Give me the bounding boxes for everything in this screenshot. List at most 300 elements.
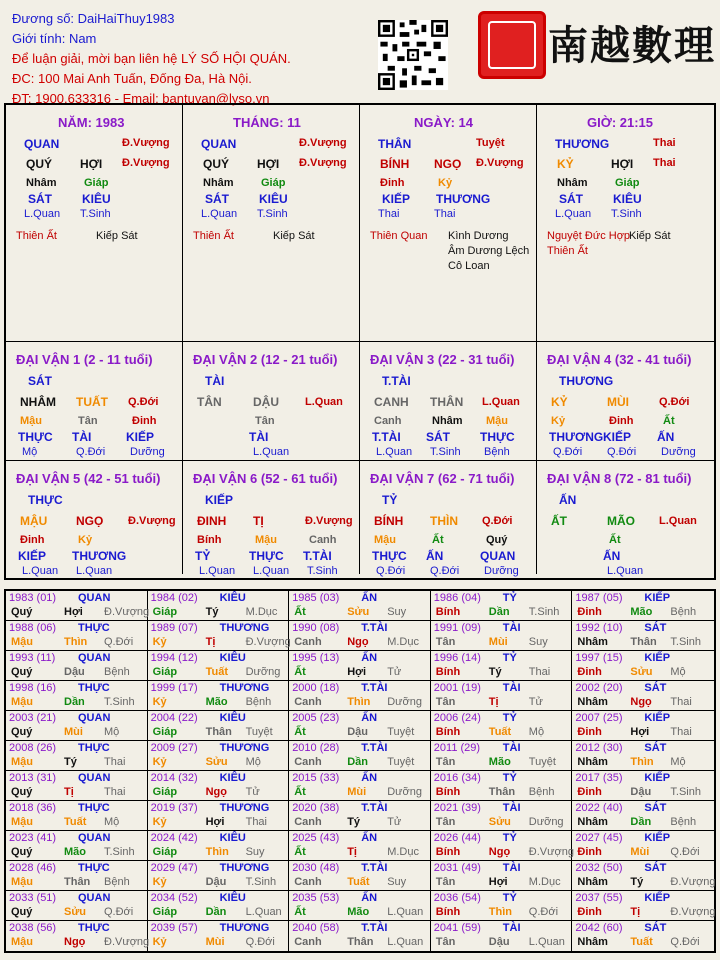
year-stem: Kỷ xyxy=(152,876,167,888)
dai-van-state: Q.Đới xyxy=(659,396,690,408)
year-god: KIÊU xyxy=(219,652,246,664)
year-stem: Giáp xyxy=(152,606,178,618)
year-cell xyxy=(431,831,573,861)
year-branch: Tý xyxy=(64,756,77,768)
year-stem: Tân xyxy=(435,936,456,948)
year-label: 1999 (17) xyxy=(150,682,198,694)
dai-van-god: TỶ xyxy=(382,493,398,507)
year-cell xyxy=(289,771,431,801)
year-label: 2018 (36) xyxy=(9,802,57,814)
year-cell xyxy=(572,831,714,861)
year-state: Đ.Vượng xyxy=(104,936,150,948)
hidden-stem: Ất xyxy=(432,534,444,546)
hidden-god: T.TÀI xyxy=(303,549,332,563)
year-branch: Tuất xyxy=(347,876,370,888)
dai-van-stem: MẬU xyxy=(20,514,48,528)
pillar-stem: BÍNH xyxy=(380,157,410,171)
year-god: TỶ xyxy=(502,592,517,604)
year-god: TỶ xyxy=(502,772,517,784)
hidden-state: Q.Đới xyxy=(607,446,637,458)
pillar-title: THÁNG: 11 xyxy=(233,115,301,130)
year-state: L.Quan xyxy=(387,936,424,948)
dai-van-stem: ĐINH xyxy=(197,514,227,528)
year-stem: Quý xyxy=(11,666,33,678)
dai-van-title: ĐẠI VẬN 8 (72 - 81 tuổi) xyxy=(547,471,692,486)
year-branch: Mão xyxy=(205,696,228,708)
pillar-god-state: Thai xyxy=(653,137,676,149)
hidden-state: Bệnh xyxy=(484,446,510,458)
year-god: QUAN xyxy=(78,652,111,664)
year-branch: Thìn xyxy=(630,756,654,768)
year-label: 1988 (06) xyxy=(9,622,57,634)
phone-email-line: ĐT: 1900.633316 - Email: bantuvan@lyso.vn xyxy=(12,91,270,106)
year-cell xyxy=(431,681,573,711)
year-state: Suy xyxy=(245,846,265,858)
dai-van-cell xyxy=(183,342,360,461)
year-branch: Tị xyxy=(64,786,74,798)
dai-van-stem: KỶ xyxy=(551,395,568,409)
year-stem: Tân xyxy=(435,756,456,768)
year-stem: Tân xyxy=(435,816,456,828)
hidden-state: T.Sinh xyxy=(257,208,288,220)
year-branch: Sửu xyxy=(347,606,370,618)
year-god: KIẾP xyxy=(644,652,671,664)
year-branch: Dậu xyxy=(630,786,652,798)
year-label: 2023 (41) xyxy=(9,832,57,844)
pillar-cell xyxy=(537,105,714,342)
year-god: THƯƠNG xyxy=(219,742,270,754)
year-god: TÀI xyxy=(502,862,521,874)
year-cell xyxy=(572,711,714,741)
year-god: SÁT xyxy=(644,622,667,634)
hidden-god: SÁT xyxy=(28,192,52,206)
year-label: 2034 (52) xyxy=(150,892,198,904)
year-cell xyxy=(572,921,714,951)
hidden-god: SÁT xyxy=(205,192,229,206)
year-stem: Mậu xyxy=(11,816,33,828)
hidden-state: L.Quan xyxy=(376,446,413,458)
year-branch: Mùi xyxy=(347,786,367,798)
year-branch: Ngọ xyxy=(64,936,86,948)
pillar-branch-state: Đ.Vượng xyxy=(299,157,347,169)
year-god: KIÊU xyxy=(219,712,246,724)
pillar-branch: HỢI xyxy=(257,157,280,171)
year-cell xyxy=(572,591,714,621)
pillar-title: NGÀY: 14 xyxy=(414,115,473,130)
hidden-god: ẤN xyxy=(657,430,675,444)
year-cell xyxy=(148,711,290,741)
year-god: QUAN xyxy=(78,592,111,604)
year-label: 2001 (19) xyxy=(433,682,481,694)
year-stem: Quý xyxy=(11,786,33,798)
year-cell xyxy=(6,891,148,921)
year-branch: Hợi xyxy=(630,726,650,738)
year-branch: Sửu xyxy=(630,666,653,678)
year-cell xyxy=(6,741,148,771)
year-cell xyxy=(289,831,431,861)
year-label: 2025 (43) xyxy=(292,832,340,844)
year-label: 2024 (42) xyxy=(150,832,198,844)
year-god: SÁT xyxy=(644,742,667,754)
year-state: Dưỡng xyxy=(528,816,564,828)
year-label: 2013 (31) xyxy=(9,772,57,784)
year-branch: Thân xyxy=(205,726,232,738)
pillar-stem: QUÝ xyxy=(26,157,53,171)
year-label: 2005 (23) xyxy=(292,712,340,724)
year-label: 1996 (14) xyxy=(433,652,481,664)
seal-stamp-icon xyxy=(478,11,546,79)
year-cell xyxy=(289,741,431,771)
pillar-branch-state: Đ.Vượng xyxy=(122,157,170,169)
year-branch: Thìn xyxy=(205,846,229,858)
year-branch: Tý xyxy=(205,606,219,618)
pillar-branch-state: Thai xyxy=(653,157,676,169)
year-cell xyxy=(148,591,290,621)
hidden-stem: Đinh xyxy=(132,415,157,427)
star: Kình Dương xyxy=(448,230,509,242)
year-state: Mộ xyxy=(104,816,120,828)
year-cell xyxy=(572,741,714,771)
year-cell xyxy=(572,861,714,891)
year-state: M.Dục xyxy=(387,846,419,858)
year-branch: Tuất xyxy=(630,936,653,948)
hidden-stem: Đinh xyxy=(20,534,45,546)
year-stem: Nhâm xyxy=(577,696,608,708)
year-state: Q.Đới xyxy=(245,936,275,948)
hidden-stem: Canh xyxy=(309,534,337,546)
year-branch: Dần xyxy=(630,816,652,828)
year-label: 1986 (04) xyxy=(433,592,481,604)
year-stem: Ất xyxy=(294,906,306,918)
year-cell xyxy=(431,801,573,831)
hidden-god: ẤN xyxy=(603,549,621,563)
hidden-stem: Mậu xyxy=(374,534,396,546)
year-branch: Tuất xyxy=(488,726,512,738)
hidden-state: L.Quan xyxy=(253,565,290,577)
year-label: 1994 (12) xyxy=(150,652,198,664)
year-branch: Dậu xyxy=(205,876,227,888)
year-cell xyxy=(6,651,148,681)
year-cell xyxy=(572,771,714,801)
year-cell xyxy=(431,861,573,891)
year-branch: Tị xyxy=(488,696,499,708)
year-stem: Đinh xyxy=(577,606,602,618)
year-god: ẤN xyxy=(361,592,378,604)
year-label: 1990 (08) xyxy=(292,622,340,634)
year-cell xyxy=(572,801,714,831)
year-label: 2027 (45) xyxy=(575,832,623,844)
hidden-stem: Giáp xyxy=(84,177,109,189)
dai-van-title: ĐẠI VẬN 2 (12 - 21 tuổi) xyxy=(193,352,338,367)
hidden-stem: Canh xyxy=(374,415,402,427)
year-state: T.Sinh xyxy=(670,636,701,648)
year-state: T.Sinh xyxy=(104,696,135,708)
hidden-state: L.Quan xyxy=(201,208,238,220)
year-cell xyxy=(148,651,290,681)
year-cell xyxy=(431,771,573,801)
year-state: Bệnh xyxy=(670,816,697,828)
year-stem: Kỷ xyxy=(152,936,167,948)
year-label: 1983 (01) xyxy=(9,592,57,604)
year-stem: Nhâm xyxy=(577,936,608,948)
year-label: 2033 (51) xyxy=(9,892,57,904)
pillar-branch-state: Đ.Vượng xyxy=(476,157,524,169)
hidden-stem: Kỷ xyxy=(438,177,453,189)
hidden-stem: Mậu xyxy=(255,534,277,546)
dai-van-title: ĐẠI VẬN 4 (32 - 41 tuổi) xyxy=(547,352,692,367)
year-cell xyxy=(6,591,148,621)
year-branch: Tý xyxy=(347,816,361,828)
year-label: 2019 (37) xyxy=(150,802,198,814)
year-state: M.Dục xyxy=(387,636,419,648)
hidden-god: KIẾP xyxy=(603,430,632,444)
dai-van-branch: DẬU xyxy=(253,395,279,409)
year-state: Q.Đới xyxy=(670,936,700,948)
year-label: 2009 (27) xyxy=(150,742,198,754)
year-label: 2026 (44) xyxy=(433,832,481,844)
year-cell xyxy=(572,681,714,711)
year-cell xyxy=(6,861,148,891)
pillar-god-state: Đ.Vượng xyxy=(122,137,170,149)
gender-value: Nam xyxy=(68,31,97,46)
star: Kiếp Sát xyxy=(273,230,315,242)
year-state: M.Dục xyxy=(245,606,278,618)
year-god: KIẾP xyxy=(644,712,671,724)
year-god: QUAN xyxy=(78,832,111,844)
year-stem: Canh xyxy=(294,696,322,708)
year-state: Tuyệt xyxy=(245,726,273,738)
hidden-state: T.Sinh xyxy=(430,446,461,458)
dai-van-branch: THÂN xyxy=(430,395,464,409)
year-god: TÀI xyxy=(502,922,521,934)
dai-van-branch: MÃO xyxy=(607,514,635,528)
year-state: Mộ xyxy=(670,756,686,768)
year-state: Bệnh xyxy=(528,786,555,798)
year-state: Thai xyxy=(104,756,126,768)
dai-van-state: Q.Đới xyxy=(128,396,159,408)
year-branch: Sửu xyxy=(64,906,87,918)
hidden-state: Dưỡng xyxy=(661,446,696,458)
year-branch: Thìn xyxy=(347,696,371,708)
hidden-state: Q.Đới xyxy=(376,565,406,577)
year-stem: Ất xyxy=(294,666,306,678)
hidden-stem: Đinh xyxy=(380,177,405,189)
year-cell xyxy=(289,891,431,921)
year-stem: Giáp xyxy=(152,906,178,918)
hidden-state: L.Quan xyxy=(76,565,113,577)
logo: 南越數理 xyxy=(548,22,716,69)
hidden-god: QUAN xyxy=(480,549,516,563)
hidden-state: Q.Đới xyxy=(430,565,460,577)
year-stem: Kỷ xyxy=(152,696,167,708)
year-cell xyxy=(289,681,431,711)
year-branch: Mão xyxy=(347,906,370,918)
year-state: Mộ xyxy=(528,726,545,738)
year-god: KIẾP xyxy=(644,832,671,844)
year-stem: Kỷ xyxy=(152,756,167,768)
dai-van-branch: TỊ xyxy=(253,514,264,528)
year-label: 2038 (56) xyxy=(9,922,57,934)
year-label: 2037 (55) xyxy=(575,892,623,904)
year-branch: Mùi xyxy=(64,726,83,738)
dai-van-stem: TÂN xyxy=(197,395,222,409)
hidden-god: T.TÀI xyxy=(372,430,401,444)
star: Thiên Ất xyxy=(547,245,588,257)
pillar-god-state: Tuyệt xyxy=(476,137,505,149)
year-god: T.TÀI xyxy=(361,802,388,814)
hidden-god: THƯƠNG xyxy=(72,549,127,563)
year-branch: Thân xyxy=(630,636,657,648)
year-stem: Canh xyxy=(294,816,322,828)
year-cell xyxy=(148,861,290,891)
pillar-title: GIỜ: 21:15 xyxy=(587,115,654,130)
dai-van-stem: CANH xyxy=(374,395,409,409)
year-state: Bệnh xyxy=(670,606,697,618)
year-cell xyxy=(148,771,290,801)
year-cell xyxy=(431,921,573,951)
dai-van-title: ĐẠI VẬN 3 (22 - 31 tuổi) xyxy=(370,352,515,367)
dai-van-god: SÁT xyxy=(28,374,52,388)
year-label: 1995 (13) xyxy=(292,652,340,664)
year-label: 2007 (25) xyxy=(575,712,623,724)
year-cell xyxy=(148,921,290,951)
year-branch: Mùi xyxy=(488,636,508,648)
owner-name: DaiHaiThuy1983 xyxy=(77,11,175,26)
year-branch: Mão xyxy=(64,846,86,858)
year-label: 2040 (58) xyxy=(292,922,340,934)
year-state: Đ.Vượng xyxy=(670,876,716,888)
year-state: Q.Đới xyxy=(104,636,134,648)
year-label: 1992 (10) xyxy=(575,622,623,634)
year-state: M.Dục xyxy=(528,876,561,888)
dai-van-title: ĐẠI VẬN 6 (52 - 61 tuổi) xyxy=(193,471,338,486)
year-god: QUAN xyxy=(78,892,111,904)
year-stem: Nhâm xyxy=(577,876,608,888)
year-label: 1989 (07) xyxy=(150,622,198,634)
dai-van-god: ẤN xyxy=(559,493,577,507)
header-block xyxy=(12,9,291,109)
hidden-stem: Quý xyxy=(486,534,508,546)
year-label: 2030 (48) xyxy=(292,862,340,874)
hidden-god: ẤN xyxy=(426,549,444,563)
year-stem: Đinh xyxy=(577,666,602,678)
year-stem: Mậu xyxy=(11,756,33,768)
year-stem: Mậu xyxy=(11,936,33,948)
year-label: 2017 (35) xyxy=(575,772,623,784)
hidden-stem: Ất xyxy=(663,415,675,427)
pillar-god: QUAN xyxy=(24,137,60,151)
year-stem: Đinh xyxy=(577,906,602,918)
year-god: KIÊU xyxy=(219,592,246,604)
hidden-state: Thai xyxy=(378,208,400,220)
year-god: THỰC xyxy=(78,682,110,694)
contact-line: Để luận giải, mời bạn liên hệ LÝ SỐ HỘI QUÁN. xyxy=(12,51,291,66)
year-god: SÁT xyxy=(644,862,667,874)
year-stem: Quý xyxy=(11,726,33,738)
year-cell xyxy=(431,891,573,921)
year-god: SÁT xyxy=(644,802,667,814)
year-state: Q.Đới xyxy=(528,906,559,918)
year-label: 2016 (34) xyxy=(433,772,481,784)
year-label: 1991 (09) xyxy=(433,622,481,634)
hidden-god: SÁT xyxy=(426,430,450,444)
dai-van-branch: THÌN xyxy=(430,514,458,528)
year-state: T.Sinh xyxy=(670,786,701,798)
year-state: Tử xyxy=(387,666,402,678)
year-label: 2028 (46) xyxy=(9,862,57,874)
year-state: Đ.Vượng xyxy=(528,846,574,858)
year-god: KIÊU xyxy=(219,772,246,784)
year-god: KIẾP xyxy=(644,592,671,604)
hidden-state: Thai xyxy=(434,208,456,220)
year-branch: Mão xyxy=(488,756,511,768)
pillar-god-state: Đ.Vượng xyxy=(299,137,347,149)
year-branch: Thân xyxy=(488,786,516,798)
year-branch: Tị xyxy=(630,906,641,918)
hidden-stem: Tân xyxy=(255,415,275,427)
hidden-god: THƯƠNG xyxy=(549,430,604,444)
year-god: KIẾP xyxy=(644,772,671,784)
year-god: THỰC xyxy=(78,922,110,934)
year-branch: Thân xyxy=(347,936,374,948)
year-branch: Dần xyxy=(64,696,85,708)
year-god: THỰC xyxy=(78,742,110,754)
year-cell xyxy=(572,891,714,921)
year-cell xyxy=(148,621,290,651)
year-stem: Giáp xyxy=(152,666,178,678)
pillar-stem: QUÝ xyxy=(203,157,230,171)
year-state: Dưỡng xyxy=(387,696,422,708)
year-label: 2010 (28) xyxy=(292,742,340,754)
year-stem: Quý xyxy=(11,846,33,858)
year-cell xyxy=(289,591,431,621)
year-god: ẤN xyxy=(361,892,378,904)
hidden-stem: Kỷ xyxy=(78,534,93,546)
year-god: KIÊU xyxy=(219,892,246,904)
hidden-state: Q.Đới xyxy=(553,446,583,458)
address-line: ĐC: 100 Mai Anh Tuấn, Đống Đa, Hà Nội. xyxy=(12,71,252,86)
year-state: Tử xyxy=(387,816,402,828)
year-branch: Tý xyxy=(488,666,502,678)
year-branch: Sửu xyxy=(205,756,228,768)
year-state: Dưỡng xyxy=(387,786,422,798)
year-state: Thai xyxy=(245,816,267,828)
year-label: 1985 (03) xyxy=(292,592,340,604)
year-label: 2011 (29) xyxy=(433,742,481,754)
year-cell xyxy=(148,741,290,771)
year-cell xyxy=(289,711,431,741)
year-stem: Mậu xyxy=(11,696,33,708)
hidden-state: Dưỡng xyxy=(130,446,165,458)
dai-van-title: ĐẠI VẬN 1 (2 - 11 tuổi) xyxy=(16,352,153,367)
pillars-grid xyxy=(4,103,716,580)
pillar-cell xyxy=(360,105,537,342)
hidden-god: TỶ xyxy=(195,549,211,563)
hidden-state: Mộ xyxy=(22,446,38,458)
year-god: T.TÀI xyxy=(361,862,388,874)
year-god: SÁT xyxy=(644,682,667,694)
dai-van-god: TÀI xyxy=(205,374,225,388)
year-branch: Ngọ xyxy=(630,696,652,708)
year-god: T.TÀI xyxy=(361,742,388,754)
year-stem: Ất xyxy=(294,846,306,858)
year-label: 1984 (02) xyxy=(150,592,198,604)
dai-van-state: L.Quan xyxy=(482,396,520,408)
hidden-stem: Mậu xyxy=(20,415,42,427)
dai-van-god: KIẾP xyxy=(205,493,234,507)
year-god: T.TÀI xyxy=(361,622,388,634)
year-branch: Tuất xyxy=(205,666,228,678)
